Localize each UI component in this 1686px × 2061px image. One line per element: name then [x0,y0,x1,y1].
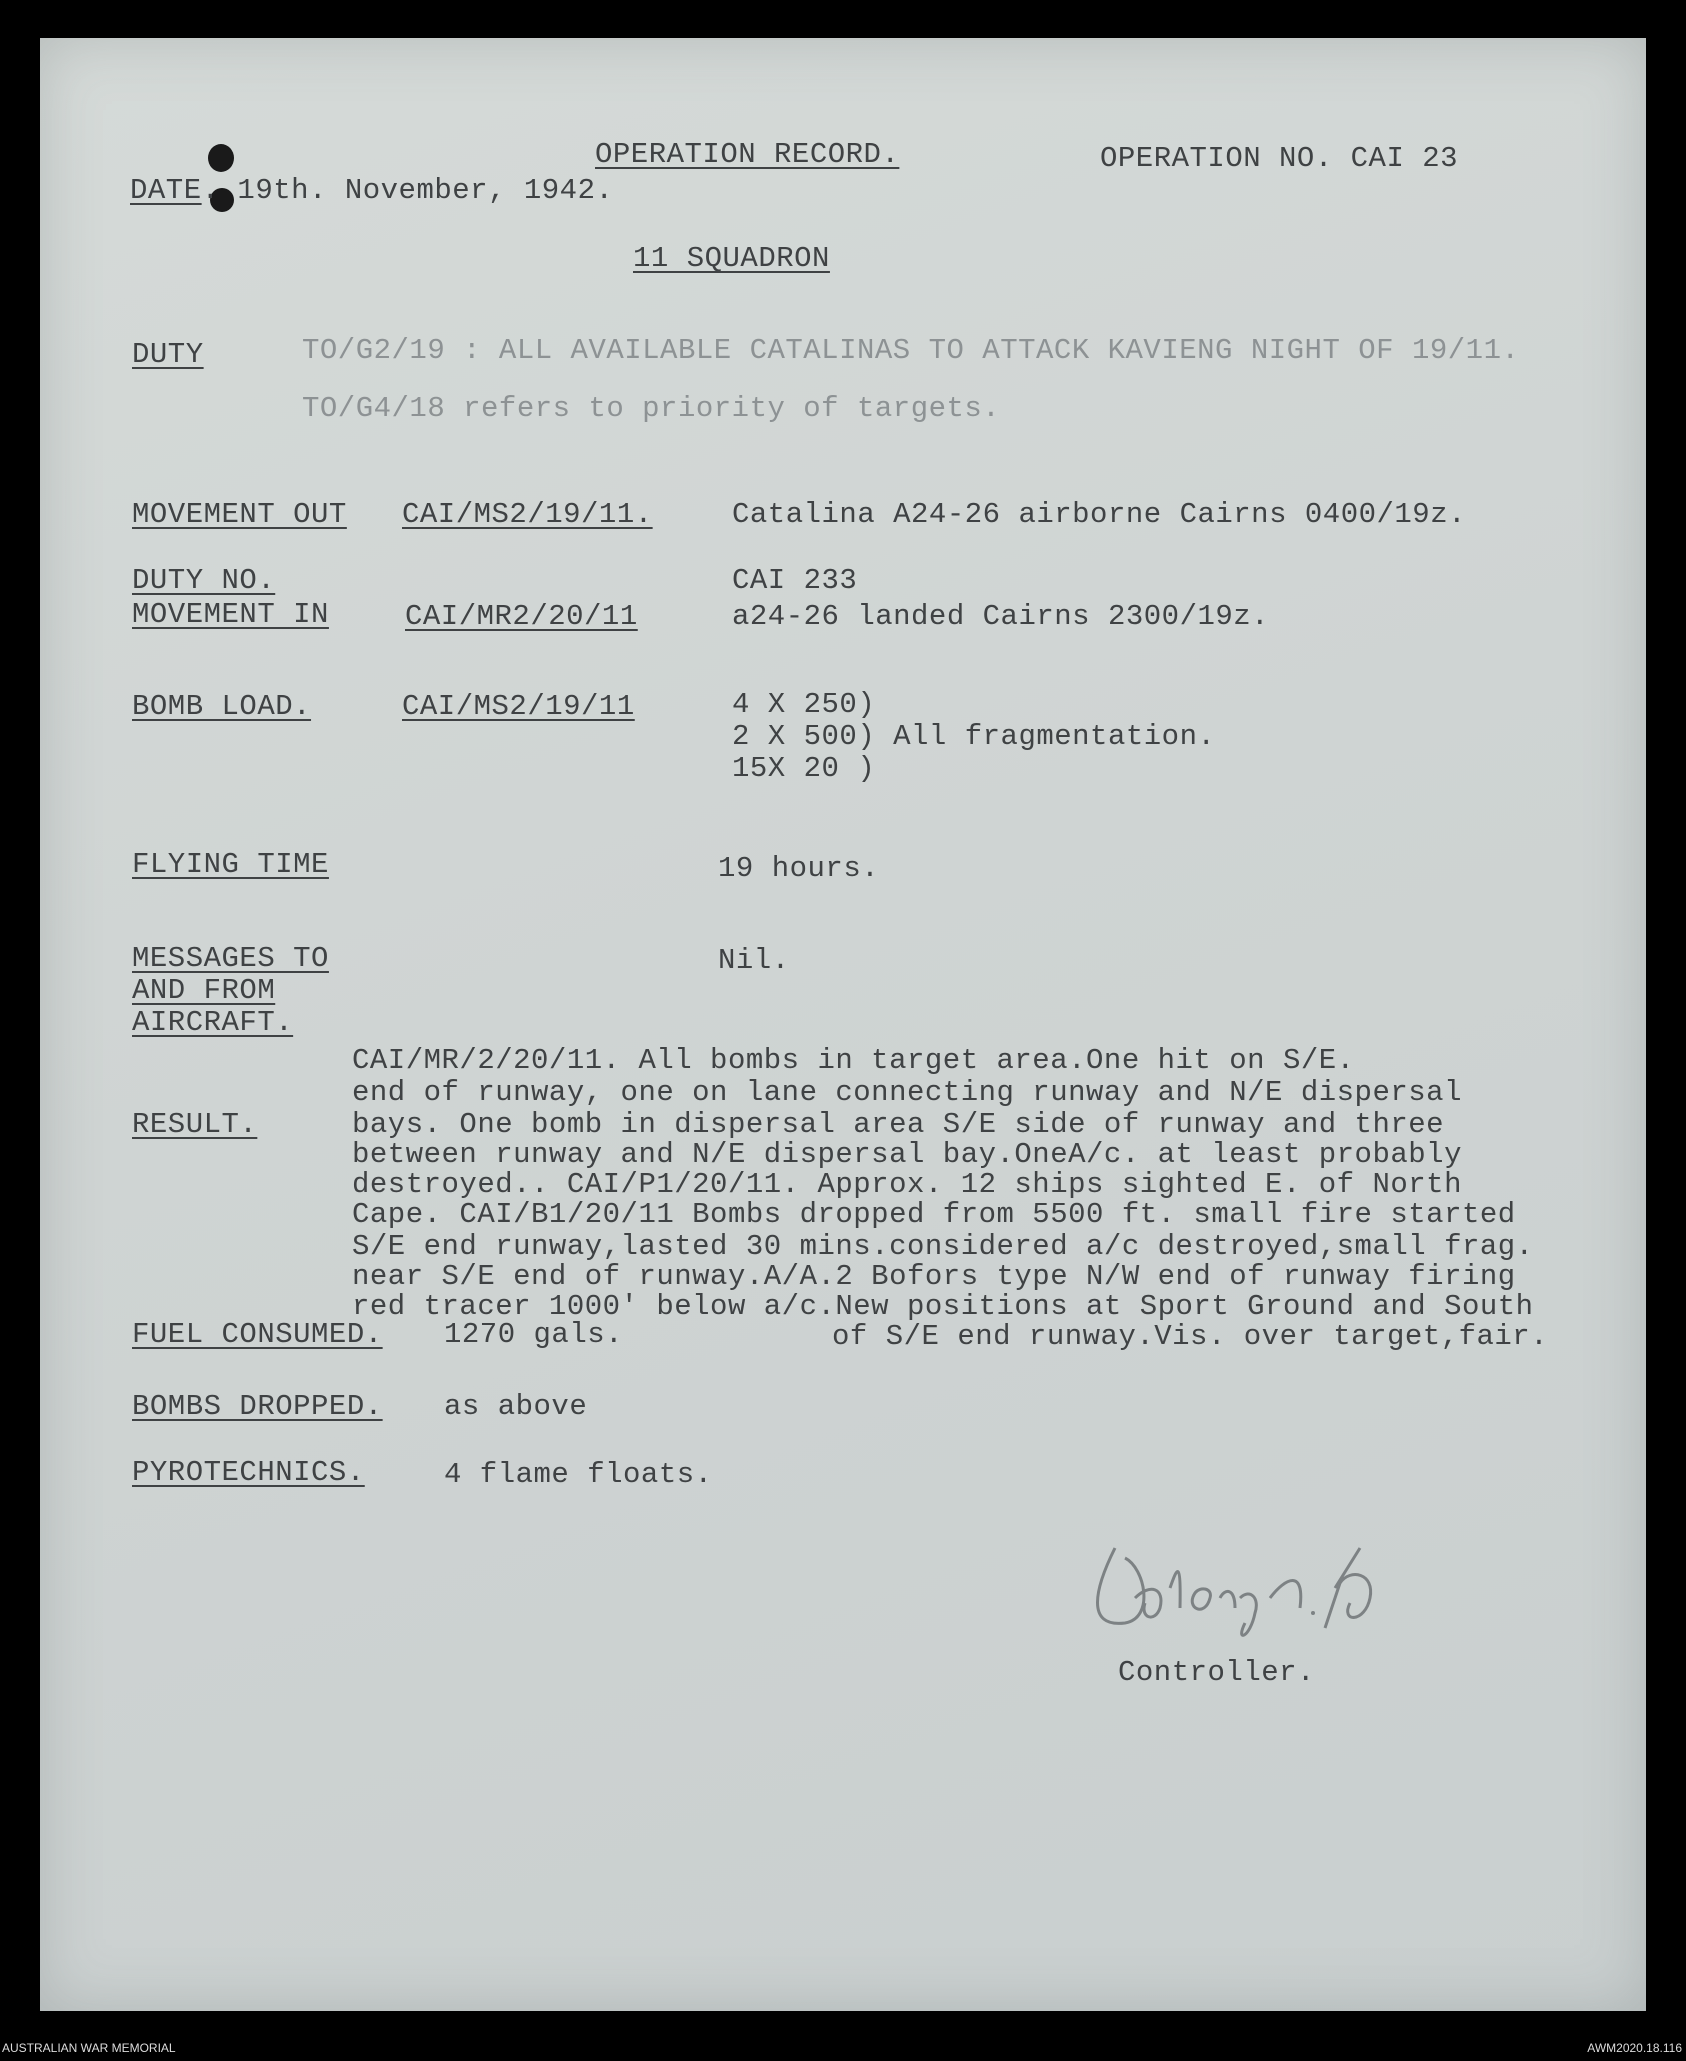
movement-in-label: MOVEMENT IN [132,598,329,631]
pyrotechnics-label: PYROTECHNICS. [132,1456,365,1489]
result-line: end of runway, one on lane connecting runway and N/E dispersal [352,1076,1462,1109]
date-line [130,174,613,207]
result-line: destroyed.. CAI/P1/20/11. Approx. 12 ships sighted E. of North [352,1168,1462,1201]
result-line: between runway and N/E dispersal bay.OneA/c. at least probably [352,1138,1462,1171]
bomb-load-label: BOMB LOAD. [132,690,312,723]
bomb-load-line: 2 X 500) All fragmentation. [732,720,1216,753]
flying-time-label: FLYING TIME [132,848,329,881]
record-title: OPERATION RECORD. [595,138,900,171]
bomb-load-line: 4 X 250) [732,688,876,721]
footer-left: AUSTRALIAN WAR MEMORIAL [2,2041,176,2055]
result-line: bays. One bomb in dispersal area S/E side of runway and three [352,1108,1445,1141]
movement-out-ref: CAI/MS2/19/11. [402,498,653,531]
result-line: S/E end runway,lasted 30 mins.considered a/c destroyed,small frag. [352,1230,1534,1263]
duty-line-1: TO/G2/19 : ALL AVAILABLE CATALINAS TO ATTACK KAVIENG NIGHT OF 19/11. [302,334,1520,367]
movement-out-text: Catalina A24-26 airborne Cairns 0400/19z. [732,498,1467,531]
pyrotechnics-value: 4 flame floats. [444,1458,713,1491]
squadron-title: 11 SQUADRON [633,242,830,275]
movement-in-ref: CAI/MR2/20/11 [405,600,638,633]
bombs-dropped-label: BOMBS DROPPED. [132,1390,383,1423]
date-value: . 19th. November, 1942. [201,174,614,207]
bombs-dropped-value: as above [444,1390,588,1423]
result-line: CAI/MR/2/20/11. All bombs in target area.One hit on S/E. [352,1044,1355,1077]
bomb-load-line: 15X 20 ) [732,752,876,785]
messages-label-line: MESSAGES TO [132,942,329,975]
duty-no-value: CAI 233 [732,564,858,597]
messages-label-line: AND FROM [132,974,276,1007]
fuel-value: 1270 gals. [444,1318,624,1351]
result-line: of S/E end runway.Vis. over target,fair. [832,1320,1549,1353]
result-line: near S/E end of runway.A/A.2 Bofors type N/W end of runway firing [352,1260,1516,1293]
bomb-load-ref: CAI/MS2/19/11 [402,690,635,723]
date-label: DATE [130,174,202,207]
document-page [40,38,1646,2011]
messages-value: Nil. [718,944,790,977]
flying-time-value: 19 hours. [718,852,880,885]
messages-label-line: AIRCRAFT. [132,1006,294,1039]
operation-number: OPERATION NO. CAI 23 [1100,142,1459,175]
controller-title: Controller. [1118,1656,1315,1689]
duty-no-label: DUTY NO. [132,564,276,597]
result-line: Cape. CAI/B1/20/11 Bombs dropped from 5500 ft. small fire started [352,1198,1516,1231]
controller-signature [1085,1528,1465,1658]
fuel-label: FUEL CONSUMED. [132,1318,383,1351]
footer-right: AWM2020.18.116 [1587,2041,1682,2055]
duty-line-2: TO/G4/18 refers to priority of targets. [302,392,1001,425]
duty-label: DUTY [132,338,204,371]
result-line: red tracer 1000' below a/c.New positions at Sport Ground and South [352,1290,1534,1323]
result-label: RESULT. [132,1108,258,1141]
movement-in-text: a24-26 landed Cairns 2300/19z. [732,600,1270,633]
movement-out-label: MOVEMENT OUT [132,498,347,531]
